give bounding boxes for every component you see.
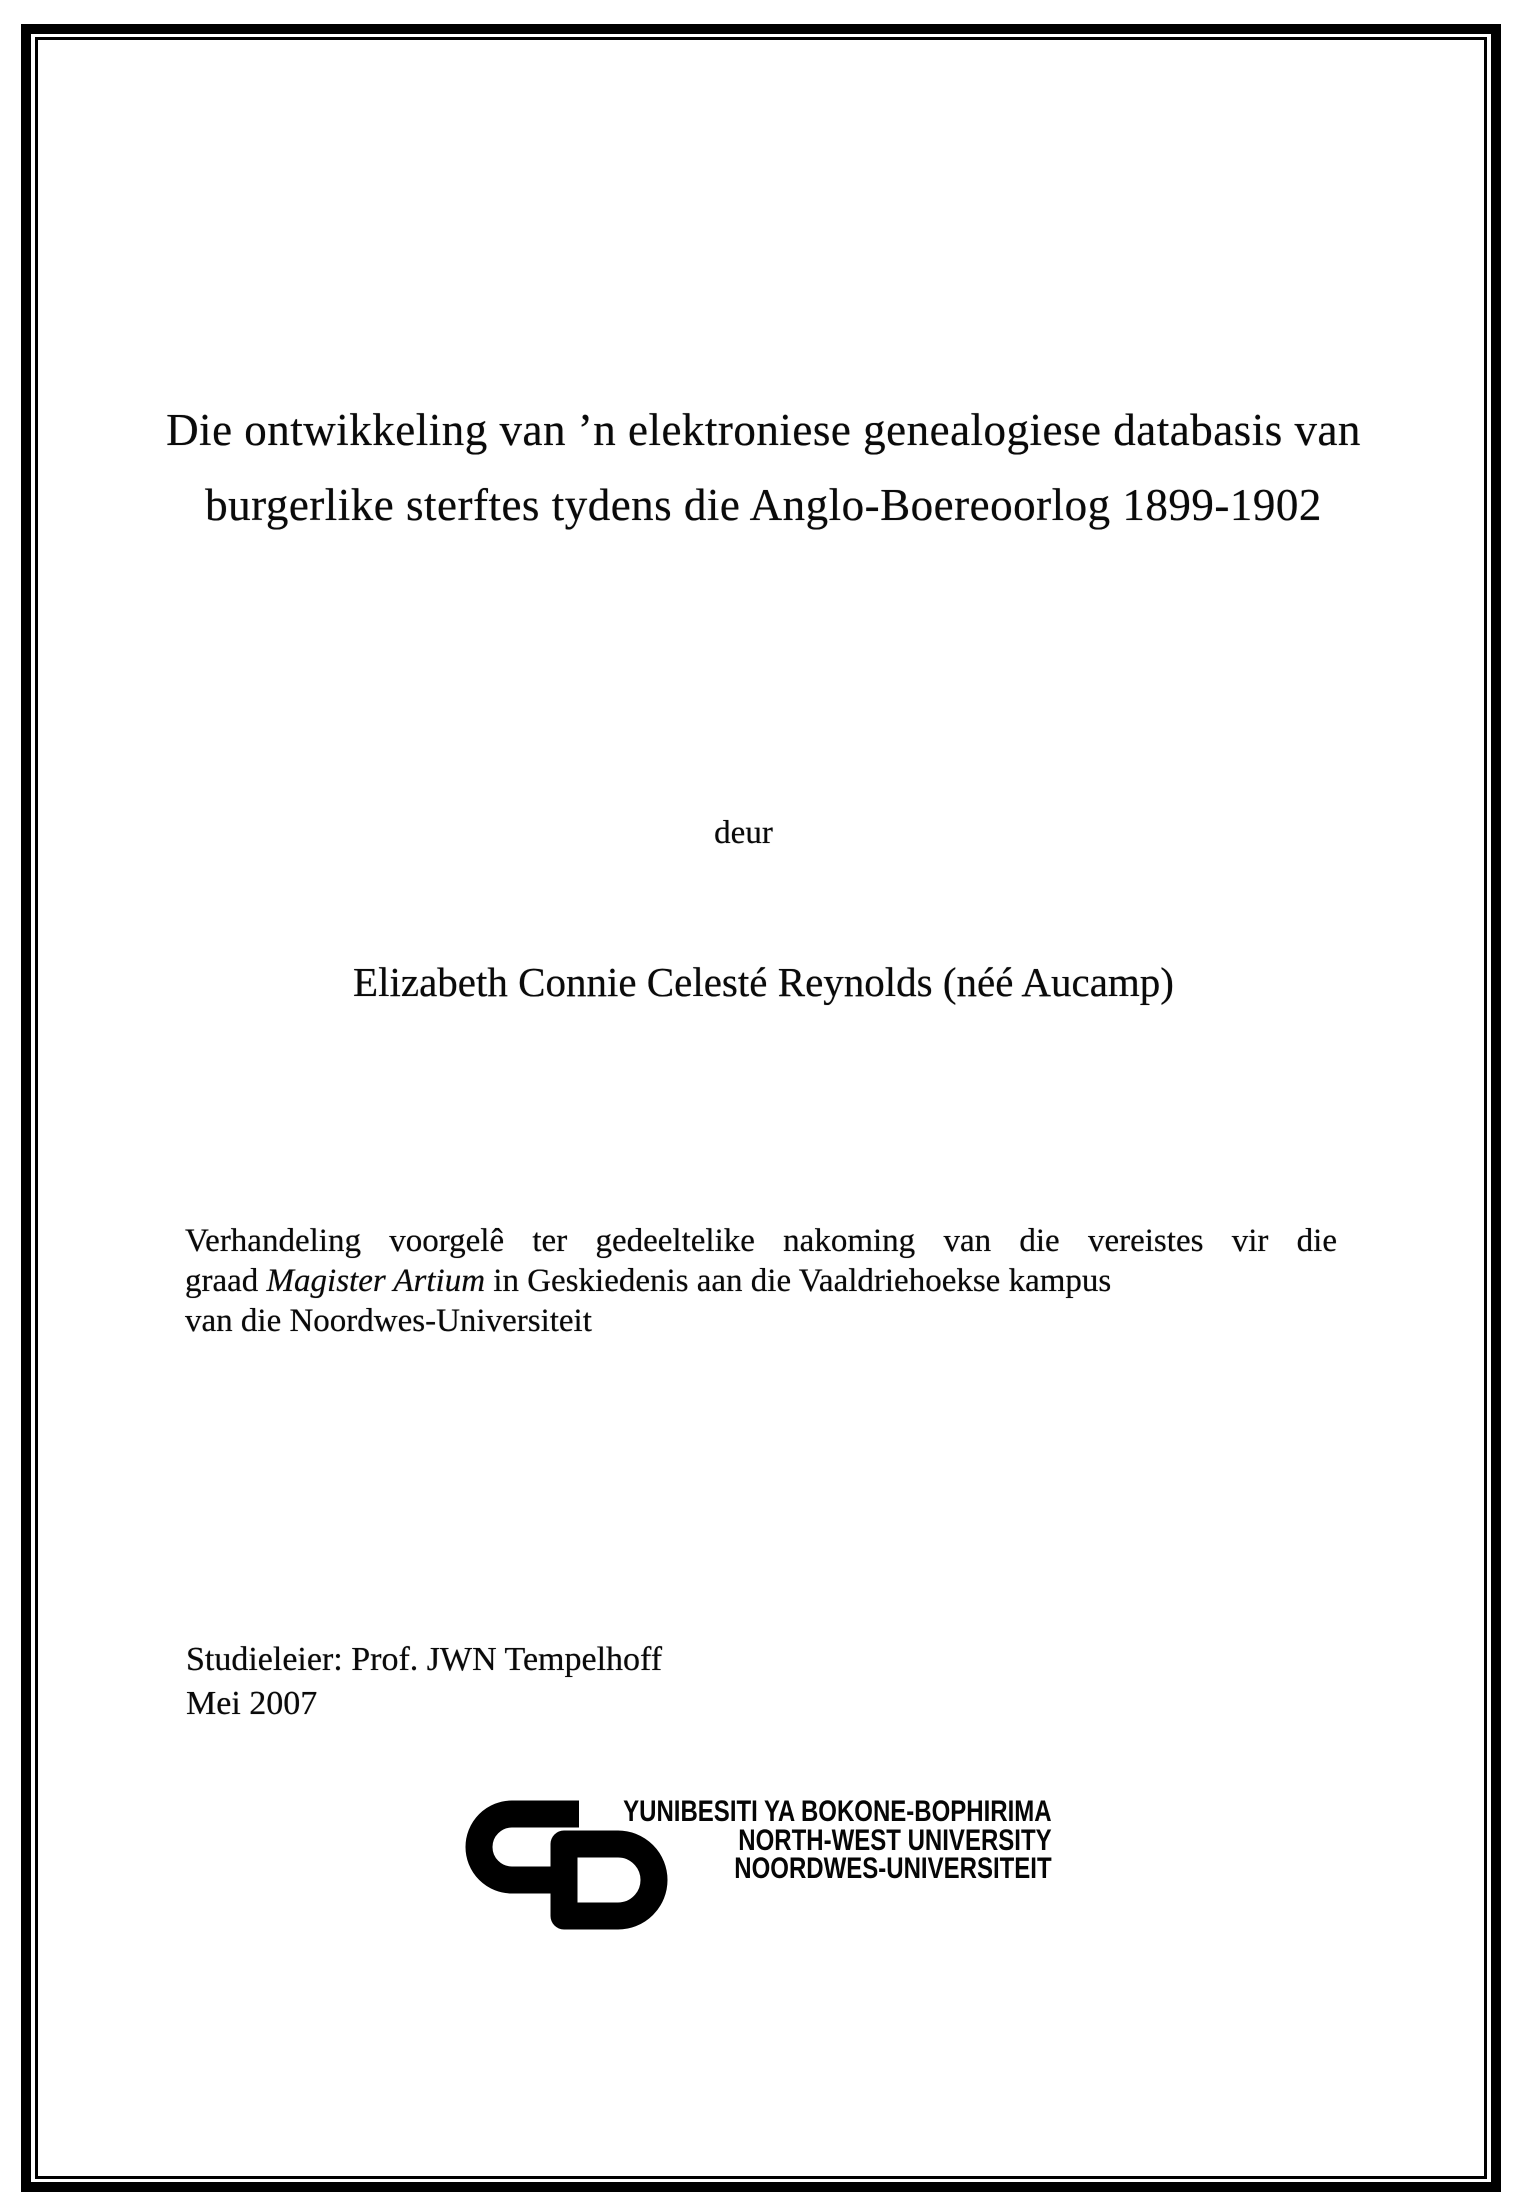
statement-line2 (185, 1261, 1337, 1301)
thesis-title-line2: burgerlike sterftes tydens die Anglo-Boereoorlog 1899-1902 (205, 480, 1322, 530)
statement-line1: Verhandeling voorgelê ter gedeeltelike nakoming van die vereistes vir die (185, 1223, 1337, 1259)
supervisor-line: Studieleier: Prof. JWN Tempelhoff (186, 1641, 663, 1678)
thesis-title (120, 393, 1407, 543)
submission-statement (185, 1221, 1337, 1341)
statement-line2-post: in Geskiedenis aan die Vaaldriehoekse kampus (485, 1263, 1112, 1299)
date-line: Mei 2007 (186, 1685, 318, 1722)
statement-line2-pre: graad (185, 1263, 267, 1299)
statement-degree-italic: Magister Artium (266, 1263, 486, 1299)
logo-line-afrikaans: NOORDWES-UNIVERSITEIT (734, 1852, 1052, 1885)
thesis-title-line1: Die ontwikkeling van ’n elektroniese genealogiese databasis van (166, 405, 1361, 455)
university-logo-text (623, 1795, 1053, 1885)
logo-line-setswana: YUNIBESITI YA BOKONE-BOPHIRIMA (623, 1795, 1052, 1828)
byline-label: deur (714, 815, 773, 851)
statement-line3: van die Noordwes-Universiteit (185, 1303, 592, 1339)
logo-line-english: NORTH-WEST UNIVERSITY (738, 1823, 1052, 1857)
supervisor-block (186, 1638, 662, 1726)
author-name: Elizabeth Connie Celesté Reynolds (néé Aucamp) (353, 959, 1174, 1005)
